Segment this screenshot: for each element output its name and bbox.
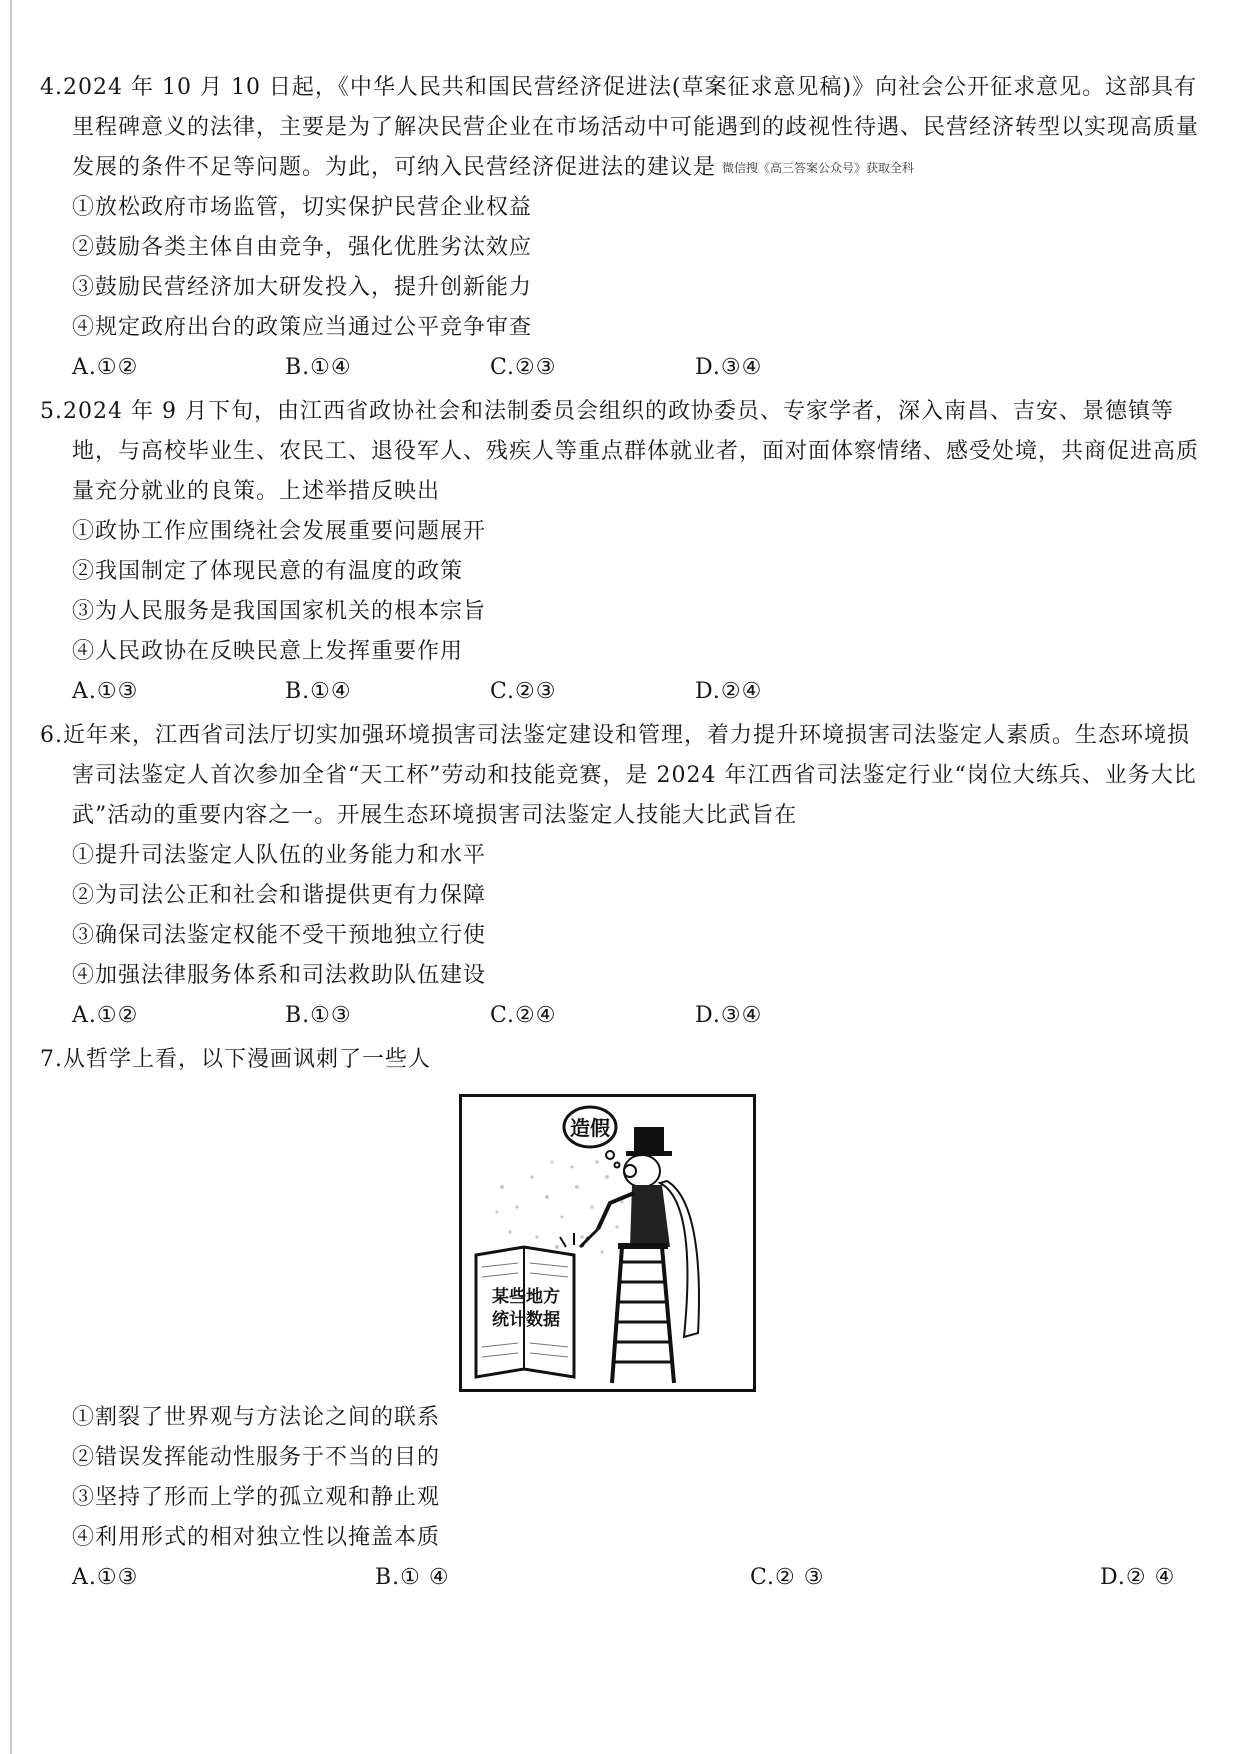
option-2: ②错误发挥能动性服务于不当的目的 xyxy=(72,1445,441,1470)
sign-text-line-1: 某些地方 xyxy=(492,1287,560,1307)
page-edge-line xyxy=(10,0,12,1754)
option-1: ①政协工作应围绕社会发展重要问题展开 xyxy=(72,519,487,544)
answer-choices xyxy=(40,348,1200,388)
sign-text-line-2: 统计数据 xyxy=(492,1310,560,1330)
question-7 xyxy=(40,1040,1200,1080)
man-arm xyxy=(598,1193,634,1229)
bubble-dot xyxy=(615,1163,620,1168)
man-coat xyxy=(630,1185,670,1247)
choice-d: D.②④ xyxy=(695,679,763,704)
question-stem: 7.从哲学上看，以下漫画讽刺了一些人 xyxy=(40,1047,431,1072)
answer-choices xyxy=(40,672,1200,712)
satirical-cartoon xyxy=(459,1094,756,1392)
bubble-dot xyxy=(606,1151,614,1159)
stem-text: 4.2024 年 10 月 10 日起，《中华人民共和国民营经济促进法(草案征求意见稿)》向社会公开征求意见。这部具有里程碑意义的法律，主要是为了解决民营企业在市场活动中可能遇到的歧视性待遇、民营经济转型以实现高质量发展的条件不足等问题。为此，可纳入民营经济促进法的建议是 xyxy=(40,75,1200,180)
bubble-text: 造假 xyxy=(570,1116,610,1140)
choice-a: A.①② xyxy=(72,355,139,380)
choice-d: D.③④ xyxy=(695,1003,763,1028)
option-1: ①提升司法鉴定人队伍的业务能力和水平 xyxy=(72,843,487,868)
choice-b: B.①④ xyxy=(285,679,352,704)
question-6 xyxy=(40,716,1200,1036)
choice-b: B.① ④ xyxy=(375,1565,450,1590)
option-4: ④人民政协在反映民意上发挥重要作用 xyxy=(72,639,464,664)
ladder-top xyxy=(618,1243,668,1249)
option-3: ③鼓励民营经济加大研发投入，提升创新能力 xyxy=(72,275,533,300)
option-2: ②鼓励各类主体自由竞争，强化优胜劣汰效应 xyxy=(72,235,533,260)
option-4: ④利用形式的相对独立性以掩盖本质 xyxy=(72,1525,441,1550)
question-4 xyxy=(40,68,1200,388)
choice-c: C.②③ xyxy=(490,355,557,380)
choice-a: A.①② xyxy=(72,1003,139,1028)
choice-c: C.② ③ xyxy=(750,1565,825,1590)
cape xyxy=(660,1181,699,1337)
choice-b: B.①④ xyxy=(285,355,352,380)
choice-c: C.②④ xyxy=(490,1003,557,1028)
choice-a: A.①③ xyxy=(72,679,139,704)
question-stem xyxy=(40,68,1200,188)
question-5 xyxy=(40,392,1200,712)
option-3: ③确保司法鉴定权能不受干预地独立行使 xyxy=(72,923,487,948)
option-3: ③坚持了形而上学的孤立观和静止观 xyxy=(72,1485,441,1510)
option-4: ④加强法律服务体系和司法救助队伍建设 xyxy=(72,963,487,988)
option-3: ③为人民服务是我国国家机关的根本宗旨 xyxy=(72,599,487,624)
option-2: ②为司法公正和社会和谐提供更有力保障 xyxy=(72,883,487,908)
choice-a: A.①③ xyxy=(72,1565,139,1590)
cartoon-illustration xyxy=(462,1097,753,1389)
question-stem: 5.2024 年 9 月下旬，由江西省政协社会和法制委员会组织的政协委员、专家学者，深入南昌、吉安、景德镇等地，与高校毕业生、农民工、退役军人、残疾人等重点群体就业者，面对面体察情绪、感受处境，共商促进高质量充分就业的良策。上述举措反映出 xyxy=(40,399,1200,504)
question-7-options xyxy=(40,1398,1200,1598)
option-1: ①割裂了世界观与方法论之间的联系 xyxy=(72,1405,441,1430)
option-2: ②我国制定了体现民意的有温度的政策 xyxy=(72,559,464,584)
answer-choices xyxy=(40,1558,1200,1598)
top-hat xyxy=(634,1127,664,1153)
option-1: ①放松政府市场监管，切实保护民营企业权益 xyxy=(72,195,533,220)
choice-b: B.①③ xyxy=(285,1003,352,1028)
answer-choices xyxy=(40,996,1200,1036)
man-head xyxy=(624,1155,660,1187)
option-4: ④规定政府出台的政策应当通过公平竞争审查 xyxy=(72,315,533,340)
choice-d: D.③④ xyxy=(695,355,763,380)
water-splash xyxy=(560,1233,588,1247)
watermark-note: 微信搜《高三答案公众号》获取全科 xyxy=(722,161,915,175)
choice-c: C.②③ xyxy=(490,679,557,704)
choice-d: D.② ④ xyxy=(1100,1565,1176,1590)
question-stem: 6.近年来，江西省司法厅切实加强环境损害司法鉴定建设和管理，着力提升环境损害司法鉴定人素质。生态环境损害司法鉴定人首次参加全省“天工杯”劳动和技能竞赛，是 2024 年江西省司法鉴定行业“岗位大练兵、业务大比武”活动的重要内容之一。开展生态环境损害司法鉴定人技能大比武旨在 xyxy=(40,723,1197,828)
